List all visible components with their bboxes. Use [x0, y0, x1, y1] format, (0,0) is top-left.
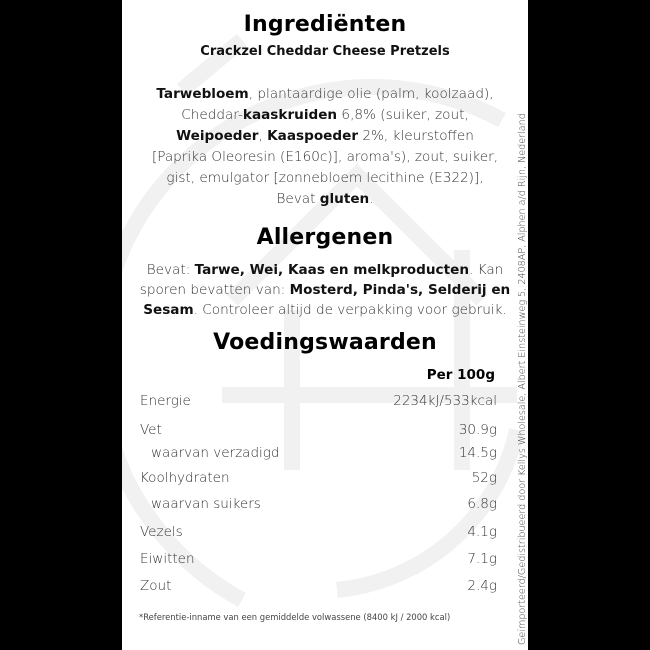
- nutrient-label: waarvan verzadigd: [151, 445, 280, 461]
- text: . Kan: [469, 262, 504, 278]
- text: gist, emulgator [zonnebloem lecithine (E322)],: [166, 170, 484, 186]
- ingredients-title: Ingrediënten: [243, 12, 407, 37]
- text-line: [132, 147, 518, 168]
- label-content: [122, 0, 528, 650]
- nutrition-row-eiwitten: [140, 551, 497, 571]
- nutrient-label: Zout: [140, 578, 172, 594]
- nutrient-value: 52g: [471, 470, 497, 486]
- bold-text: Mosterd, Pinda's, Selderij en: [289, 282, 511, 298]
- reference-intake-footnote: *Referentie-inname van een gemiddelde volwassene (8400 kJ / 2000 kcal): [139, 612, 451, 622]
- nutrient-label: Energie: [140, 393, 191, 409]
- text-line: [132, 168, 518, 189]
- nutrient-value: 6.8g: [467, 496, 497, 512]
- nutrient-label: waarvan suikers: [151, 496, 261, 512]
- text: . Controleer altijd de verpakking voor gebruik.: [193, 302, 507, 318]
- nutrient-value: 2.4g: [467, 578, 497, 594]
- nutrient-label: Vet: [140, 422, 162, 438]
- bold-text: kaaskruiden: [242, 107, 338, 123]
- nutrition-row-zout: [140, 578, 497, 598]
- text-line: [132, 84, 518, 105]
- text: 2%, kleurstoffen: [358, 128, 474, 144]
- bold-text: Tarwebloem: [156, 86, 249, 102]
- nutrition-row-koolhydraten: [140, 470, 497, 490]
- bold-text: Kaaspoeder: [267, 128, 359, 144]
- nutrition-row-energie: [140, 393, 497, 413]
- ingredients-text: [132, 84, 518, 210]
- nutrition-row-vet: [140, 422, 497, 442]
- nutrition-row-suikers: [140, 496, 497, 516]
- nutrient-value: 2234kJ/533kcal: [393, 393, 497, 409]
- nutrition-row-vezels: [140, 524, 497, 544]
- nutrient-label: Koolhydraten: [140, 470, 230, 486]
- nutrition-title: Voedingswaarden: [213, 330, 437, 355]
- text: [Paprika Oleoresin (E160c)], aroma's), zout, suiker,: [151, 149, 499, 165]
- bold-text: Sesam: [143, 302, 194, 318]
- text: .: [369, 191, 374, 207]
- nutrition-row-verzadigd: [140, 445, 497, 465]
- label-panel: [122, 0, 528, 650]
- per-100g-header: Per 100g: [426, 367, 495, 383]
- nutrient-label: Vezels: [140, 524, 183, 540]
- text: ,: [258, 128, 268, 144]
- allergens-text: [132, 260, 518, 320]
- bold-text: gluten: [319, 191, 370, 207]
- product-name: Crackzel Cheddar Cheese Pretzels: [200, 44, 450, 59]
- text: sporen bevatten van:: [139, 282, 290, 298]
- text-line: [132, 126, 518, 147]
- text: Bevat: [276, 191, 320, 207]
- text: Bevat:: [146, 262, 195, 278]
- distributor-note: Geïmporteerd/Gedistribueerd door Kellys Wholesale, Albert Einsteinweg 5, 2408AP, Alphen a/d Rijn, Nederland: [517, 113, 528, 645]
- text-line: [132, 189, 518, 210]
- text-line: [132, 300, 518, 320]
- nutrient-value: 14.5g: [458, 445, 497, 461]
- text-line: [132, 280, 518, 300]
- nutrient-label: Eiwitten: [140, 551, 195, 567]
- bold-text: Tarwe, Wei, Kaas en melkproducten: [194, 262, 470, 278]
- text-line: [132, 260, 518, 280]
- bold-text: Weipoeder: [176, 128, 259, 144]
- nutrient-value: 4.1g: [467, 524, 497, 540]
- allergens-title: Allergenen: [256, 225, 394, 250]
- text: 6,8% (suiker, zout,: [337, 107, 469, 123]
- text: Cheddar-: [181, 107, 243, 123]
- nutrient-value: 30.9g: [458, 422, 497, 438]
- text-line: [132, 105, 518, 126]
- text: , plantaardige olie (palm, koolzaad),: [248, 86, 494, 102]
- nutrient-value: 7.1g: [467, 551, 497, 567]
